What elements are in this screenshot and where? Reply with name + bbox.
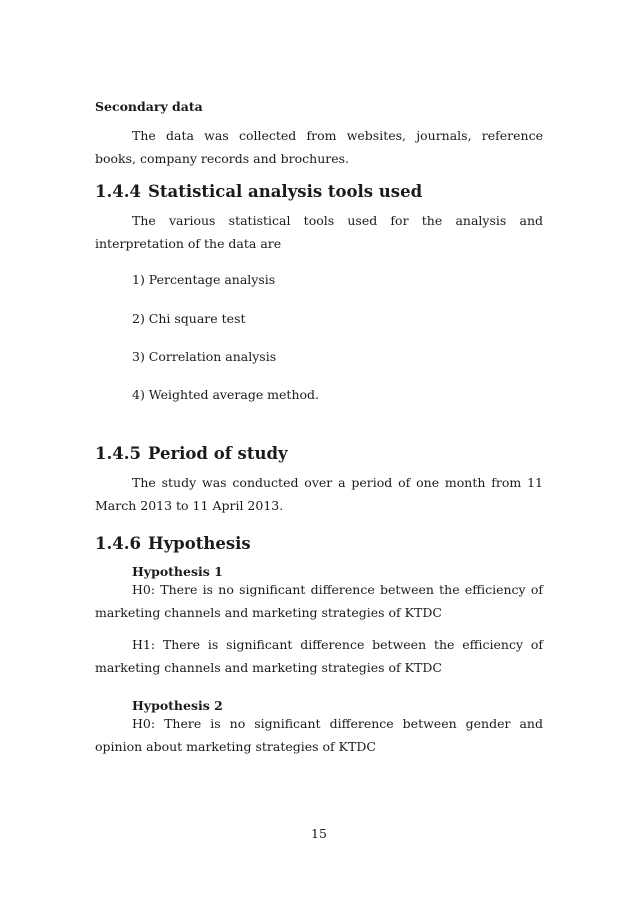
section-number: 1.4.4 [95, 182, 141, 201]
section-1-4-5-text: The study was conducted over a period of one month from 11 March 2013 to 11 April 2013. [95, 475, 543, 513]
section-title: Period of study [148, 444, 288, 463]
hypothesis-1-h1: H1: There is significant difference between the efficiency of marketing channels and marketing strategies of KTDC [95, 637, 543, 675]
secondary-data-text: The data was collected from websites, journals, reference books, company records and brochures. [95, 128, 543, 166]
list-item: 4) Weighted average method. [132, 387, 320, 402]
hypothesis-1-heading: Hypothesis 1 [132, 564, 223, 579]
section-number: 1.4.6 [95, 534, 141, 553]
section-heading-1-4-4 [95, 182, 422, 202]
secondary-data-heading: Secondary data [95, 99, 203, 114]
section-title: Statistical analysis tools used [148, 182, 423, 201]
section-heading-1-4-6 [95, 534, 251, 554]
hypothesis-1-h0: H0: There is no significant difference between the efficiency of marketing channels and marketing strategies of KTDC [95, 582, 543, 620]
section-1-4-4-intro: The various statistical tools used for the analysis and interpretation of the data are [95, 213, 543, 251]
section-heading-1-4-5 [95, 444, 288, 464]
list-item: 1) Percentage analysis [132, 272, 276, 287]
list-item: 3) Correlation analysis [132, 349, 277, 364]
section-title: Hypothesis [148, 534, 251, 553]
list-item: 2) Chi square test [132, 311, 246, 326]
section-number: 1.4.5 [95, 444, 141, 463]
hypothesis-2-heading: Hypothesis 2 [132, 698, 223, 713]
hypothesis-2-h0: H0: There is no significant difference between gender and opinion about marketing strategies of KTDC [95, 716, 543, 754]
page-number: 15 [311, 826, 327, 841]
